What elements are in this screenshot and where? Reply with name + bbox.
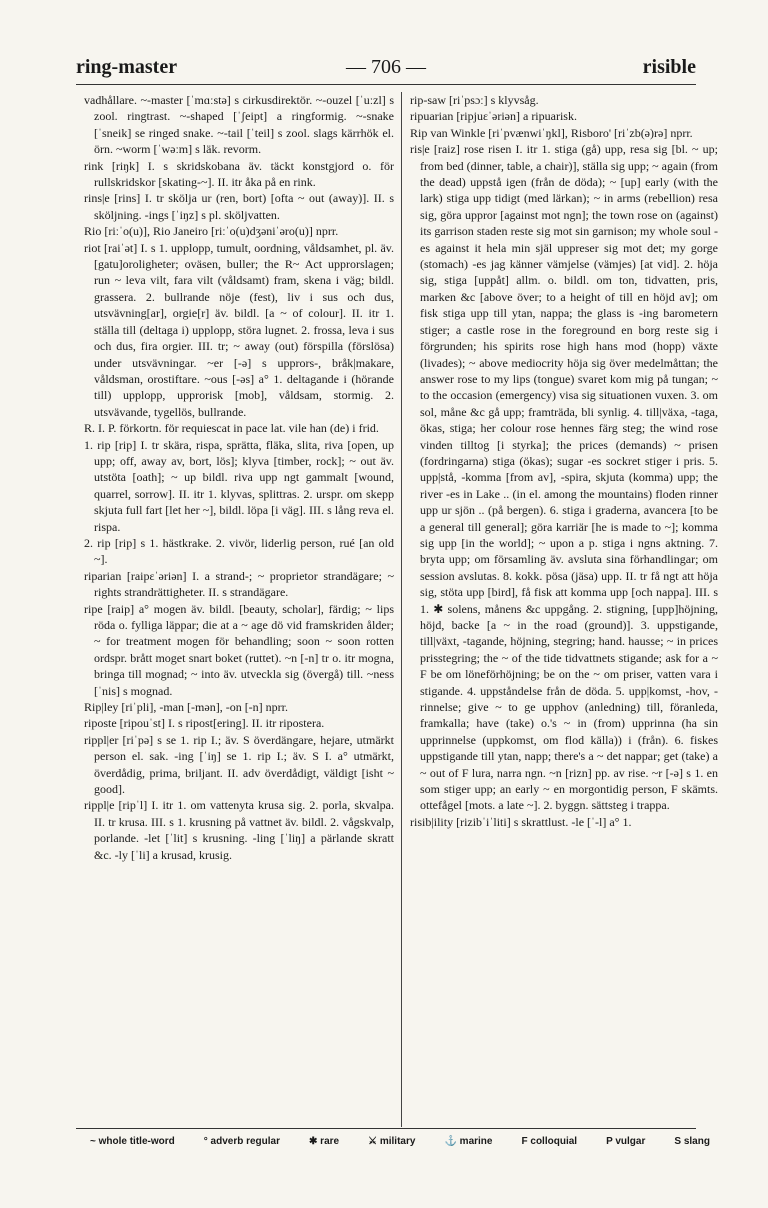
dictionary-entry: R. I. P. förkortn. för requiescat in pace lat. vile han (de) i frid. — [84, 421, 379, 436]
dictionary-entry: rins|e [rins] I. tr skölja ur (ren, bort) [ofta ~ out (away)]. II. s sköljning. -ings [ˈiŋz] s pl. sköljvatten. — [84, 191, 394, 222]
header-last-word: risible — [642, 56, 696, 78]
header-first-word: ring-master — [76, 56, 178, 78]
dictionary-entry: risib|ility [rizibˈiˈliti] s skrattlust. -le [ˈ-l] a° 1. — [410, 814, 632, 829]
abbreviation-legend — [90, 1136, 710, 1147]
column-divider — [401, 92, 402, 1127]
left-column — [84, 92, 394, 1127]
dictionary-entry: riot [raiˈət] I. s 1. upplopp, tumult, oordning, våldsamhet, pl. äv. [gatu]oroligheter; oväsen, buller; the R~ Act upprorslagen; run ~ leva vilt, fara vilt (våldsamt) fram, skena i väg; bildl. grassera. 2. bullrande nöje (fest), liv i sus och dus, utsvävning[ar], orgie[r] äv. bildl. [a ~ of colour]. II. itr 1. ställa till (deltaga i) upplopp, störa lugnet. 2. frossa, leva i sus och dus, fira orgier. III. tr; ~ away (out) förspilla (förslösa) under utsvävningar. ~er [-ə] s upprors-, bråk|makare, våldsman, orostiftare. ~ous [-əs] a° 1. deltagande i (hörande till) upplopp, upprorisk [mob], våldsam, stormig. 2. utsvävande, tygellös, bullrande. — [84, 240, 394, 419]
dictionary-entry: Rip van Winkle [riˈpvænwiˈŋkl], Risboro' [riˈzb(ə)rə] nprr. — [410, 125, 693, 140]
dictionary-entry: Rio [riːˈo(u)], Rio Janeiro [riːˈo(u)dʒəniˈəro(u)] nprr. — [84, 224, 339, 239]
dictionary-entry: rippl|er [riˈpə] s se 1. rip I.; äv. S överdängare, hejare, utmärkt person el. sak. -ing [ˈiŋ] se 1. rip I.; äv. S I. a° utmärkt, överdådig, prima, briljant. II. adv överdådigt, väldigt [isht ~ good]. — [84, 732, 394, 797]
header-rule — [76, 84, 696, 85]
legend-item: P vulgar — [606, 1136, 646, 1147]
page-header — [76, 56, 696, 84]
page-number: — 706 — — [346, 56, 426, 78]
legend-item: ° adverb regular — [203, 1136, 280, 1147]
legend-item: ~ whole title-word — [90, 1136, 175, 1147]
legend-item: ⚔ military — [368, 1136, 416, 1147]
dictionary-entry: Rip|ley [riˈpli], -man [-mən], -on [-n] nprr. — [84, 700, 289, 715]
dictionary-entry: 2. rip [rip] s 1. hästkrake. 2. vivör, liderlig person, rué [an old ~]. — [84, 535, 394, 567]
footer-rule — [76, 1128, 696, 1129]
right-column — [410, 92, 718, 1127]
legend-item: ⚓ marine — [444, 1136, 493, 1147]
dictionary-entry: ris|e [raiz] rose risen I. itr 1. stiga (gå) upp, resa sig [bl. ~ up; from bed (dinner, table, a chair)], ställa sig upp; ~ again (from the dead) uppstå igen (från de döda); ~ [up] early (with the lark) stiga upp tidigt (med lärkan); ~ in arms (rebellion) resa sig, göra uppror [against mot ngn]; the town rose on (against) its garrison staden reste sig mot sin garnison; my whole soul -es against it hela min själ uppreser sig mot det; my gorge (stomach) -es jag känner vämjelse (vämjes) [at vid]. 2. höja sig, stiga [uppåt] allm. o. bildl. om ton, tidvatten, pris, marken &c [above över; to a height of till en höjd av]; om fisk stiga upp till ytan, nappa; the glass is -ing barometern stiger; a castle rose in the foreground en borg reste sig i förgrunden; his spirits rose high hans mod (hopp) växte (livades); ~ above mediocrity höja sig över medelmåttan; the answer rose to my lips (tongue) svaret kom mig på tungan; ~ to the occasion (emergency) visa sig situationen vuxen. 3. om sol, måne &c gå upp; framträda, bli synlig. 4. till|växa, -taga, ökas, stiga; her colour rose hennes färg steg; the wind rose vinden tilltog [i styrka]; the prices (demands) ~ prisen (fordringarna) stiga (ökas); sugar -es sockret stiger i pris. 5. upp|stå, -komma [from av], -spira, skjuta (komma) upp; the river -es in Lake .. (in el. among the mountains) floden rinner upp ur sjön .. (på bergen). 6. stiga i graderna, avancera [to be a general till general]; göra karriär [he is made to ~]; komma sig upp [in the world]; ~ upon a p. stiga i ngns aktning. 7. bryta upp; om församling äv. avsluta sina förhandlingar; om session avslutas. 8. kokk. pösa (jäsa) upp. II. tr få ngt att höja sig, stöta upp [bird], få fisk att komma upp [och nappa]. III. s 1. ✱ solens, månens &c uppgång. 2. stigning, [upp]höjning, höjd, backe [a ~ in the road (ground)]. 3. uppstigande, till|växt, -tagande, höjning, stegring; hand. hausse; ~ in prices prisstegring; the ~ of the tide tidvattnets stigande; ask for a ~ F be om löneförhöjning; be on the ~ om priser, vatten vara i stigande. 4. uppståndelse från de döda. 5. upp|komst, -hov, -rinnelse; give ~ to ge upphov (anledning) till, föranleda, framkalla; have (take) o.'s ~ in (from) upprinna (ha sin upprinnelse (uppkomst, om flod källa)) i (från). 6. fiskes uppstigande till ytan, napp; there's a ~ det nappar; get (take) a ~ out of F lura, narra ngn. ~n [rizn] pp. av rise. ~r [-ə] s 1. en som stiger upp; an early ~ en morgontidig person, F skämts. ottefågel [mots. a late ~]. 2. byggn. sättsteg i trappa. — [410, 142, 718, 813]
dictionary-entry: ripe [raip] a° mogen äv. bildl. [beauty, scholar], färdig; ~ lips röda o. fylliga läppar; die at a ~ age dö vid framskriden ålder; ~ for treatment mogen för behandling; soon ~ soon rotten ordspr. brått moget snart boket (ruttet). ~n [-n] tr o. itr mogna, bringa till mognad; ~ into äv. utveckla sig (övergå) till. ~ness [ˈnis] s mognad. — [84, 601, 394, 698]
dictionary-entry: rink [riŋk] I. s skridskobana äv. täckt konstgjord o. för rullskridskor [skating-~]. II. itr åka på en rink. — [84, 158, 394, 190]
dictionary-entry: riposte [ripouˈst] I. s ripost[ering]. II. itr ripostera. — [84, 716, 325, 731]
dictionary-entry: rippl|e [ripˈl] I. itr 1. om vattenyta krusa sig. 2. porla, skvalpa. II. tr krusa. III. s 1. krusning på vattnet äv. bildl. 2. vågskvalp, porlande. -let [ˈlit] s krusning. -ling [ˈliŋ] a pärlande skratt &c. -ly [ˈli] a krusad, krusig. — [84, 798, 394, 862]
dictionary-entry: ripuarian [ripjuɛˈəriən] a ripuarisk. — [410, 109, 577, 124]
legend-item: S slang — [674, 1136, 710, 1147]
legend-item: F colloquial — [521, 1136, 578, 1147]
dictionary-entry: 1. rip [rip] I. tr skära, rispa, sprätta, fläka, slita, riva [open, up upp; off, away av, bort, lös]; klyva [timber, rock]; ~ out äv. utstöta [oath]; ~ up bildl. riva upp ngt gammalt [wound, quarrel, sorrow]. II. itr 1. klyvas, splittras. 2. urspr. om skepp skjuta full fart [let her ~], bildl. löpa [i väg]. III. s lång reva el. rispa. — [84, 437, 394, 534]
dictionary-entry: vadhållare. ~-master [ˈmɑːstə] s cirkusdirektör. ~-ouzel [ˈuːzl] s zool. ringtrast. ~-shaped [ˈʃeipt] a ringformig. ~-snake [ˈsneik] se ringed snake. ~-tail [ˈteil] s zool. slags kärrhök el. örn. ~worm [ˈwəːm] s läk. revorm. — [84, 93, 394, 157]
legend-item: ✱ rare — [309, 1136, 340, 1147]
dictionary-entry: rip-saw [riˈpsɔː] s klyvsåg. — [410, 93, 539, 107]
dictionary-entry: riparian [raipɛˈəriən] I. a strand-; ~ proprietor strandägare; ~ rights strandrättigheter. II. s strandägare. — [84, 568, 394, 600]
